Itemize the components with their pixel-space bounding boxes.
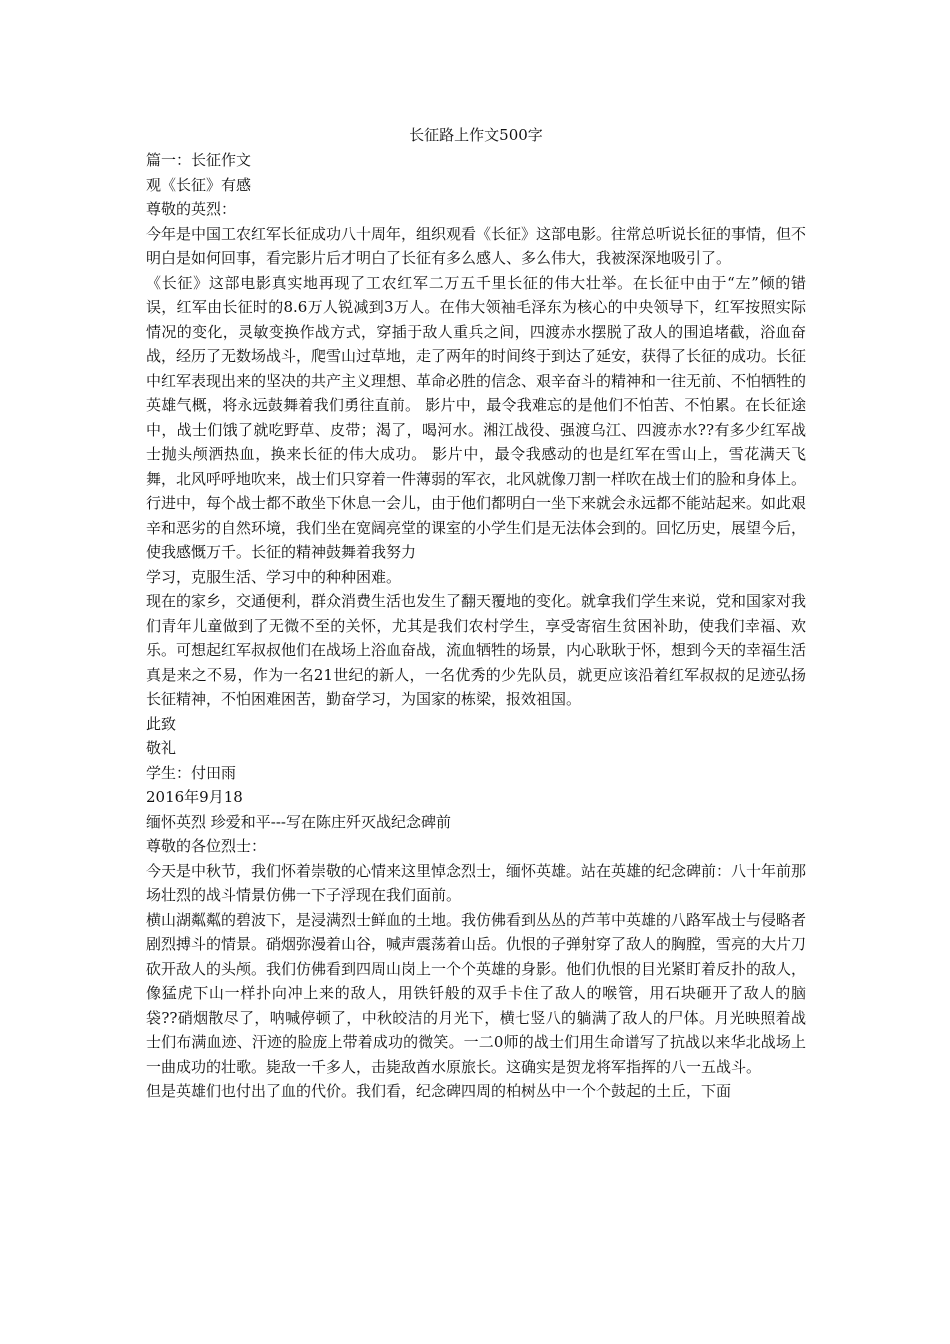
paragraph: 《长征》这部电影真实地再现了工农红军二万五千里长征的伟大壮举。在长征中由于“左”倾的错误，红军由长征时的8.6万人锐减到3万人。在伟大领袖毛泽东为核心的中央领导下，红军按照实际情况的变化，灵敏变换作战方式，穿插于敌人重兵之间，四渡赤水摆脱了敌人的围追堵截，浴血奋战，经历了无数场战斗，爬雪山过草地，走了两年的时间终于到达了延安，获得了长征的成功。长征中红军表现出来的坚决的共产主义理想、革命必胜的信念、艰辛奋斗的精神和一往无前、不怕牺牲的英雄气概，将永远鼓舞着我们勇往直前。 影片中，最令我难忘的是他们不怕苦、不怕累。在长征途中，战士们饿了就吃野草、皮带；渴了，喝河水。湘江战役、强渡乌江、四渡赤水??有多少红军战士抛头颅洒热血，换来长征的伟大成功。 影片中，最令我感动的也是红军在雪山上，雪花满天飞舞，北风呼呼地吹来，战士们只穿着一件薄弱的军衣，北风就像刀割一样吹在战士们的脸和身体上。行进中，每个战士都不敢坐下休息一会儿，由于他们都明白一坐下来就会永远都不能站起来。如此艰辛和恶劣的自然环境，我们坐在宽阔亮堂的课室的小学生们是无法体会到的。回忆历史，展望今后，使我感慨万千。长征的精神鼓舞着我努力: [146, 273, 807, 561]
paragraph: 2016年9月18: [146, 788, 243, 806]
paragraph: 今天是中秋节，我们怀着崇敬的心情来这里悼念烈士，缅怀英雄。站在英雄的纪念碑前：八十年前那场壮烈的战斗情景仿佛一下子浮现在我们面前。: [146, 861, 807, 904]
paragraph: 但是英雄们也付出了血的代价。我们看，纪念碑四周的柏树丛中一个个鼓起的土丘，下面: [146, 1082, 732, 1100]
paragraph: 敬礼: [146, 739, 177, 757]
paragraph: 学习，克服生活、学习中的种种困难。: [146, 567, 402, 586]
paragraph: 此致: [146, 714, 177, 733]
paragraph: 学生：付田雨: [146, 763, 237, 782]
paragraph: 现在的家乡，交通便利，群众消费生活也发生了翻天覆地的变化。就拿我们学生来说，党和国家对我们青年儿童做到了无微不至的关怀，尤其是我们农村学生，享受寄宿生贫困补助，使我们幸福、欢乐。可想起红军叔叔他们在战场上浴血奋战，流血牺牲的场景，内心耿耿于怀，想到今天的幸福生活真是来之不易，作为一名21世纪的新人，一名优秀的少先队员，就更应该沿着红军叔叔的足迹弘扬长征精神，不怕困难困苦，勤奋学习，为国家的栋梁，报效祖国。: [146, 592, 807, 708]
paragraph: 横山湖粼粼的碧波下，是浸满烈士鲜血的土地。我仿佛看到丛丛的芦苇中英雄的八路军战士与侵略者剧烈搏斗的情景。硝烟弥漫着山谷，喊声震荡着山岳。仇恨的子弹射穿了敌人的胸膛，雪亮的大片刀砍开敌人的头颅。我们仿佛看到四周山岗上一个个英雄的身影。他们仇恨的目光紧盯着反扑的敌人，像猛虎下山一样扑向冲上来的敌人，用铁钎般的双手卡住了敌人的喉管，用石块砸开了敌人的脑袋??硝烟散尽了，呐喊停顿了，中秋皎洁的月光下，横七竖八的躺满了敌人的尸体。月光映照着战士们布满血迹、汗迹的脸庞上带着成功的微笑。一二0师的战士们用生命谱写了抗战以来华北战场上一曲成功的壮歌。毙敌一千多人，击毙敌酋水原旅长。这确实是贺龙将军指挥的八一五战斗。: [146, 910, 807, 1076]
paragraph: 今年是中国工农红军长征成功八十周年，组织观看《长征》这部电影。往常总听说长征的事情，但不明白是如何回事，看完影片后才明白了长征有多么感人、多么伟大，我被深深地吸引了。: [146, 224, 807, 267]
document-page: [146, 122, 806, 1104]
paragraph: 尊敬的英烈：: [146, 200, 237, 218]
paragraph: 观《长征》有感: [146, 175, 252, 194]
paragraph: 缅怀英烈 珍爱和平---写在陈庄歼灭战纪念碑前: [146, 812, 451, 831]
document-title: 长征路上作文500字: [409, 126, 543, 144]
paragraph: 篇一：长征作文: [146, 151, 252, 169]
paragraph: 尊敬的各位烈士：: [146, 837, 267, 855]
